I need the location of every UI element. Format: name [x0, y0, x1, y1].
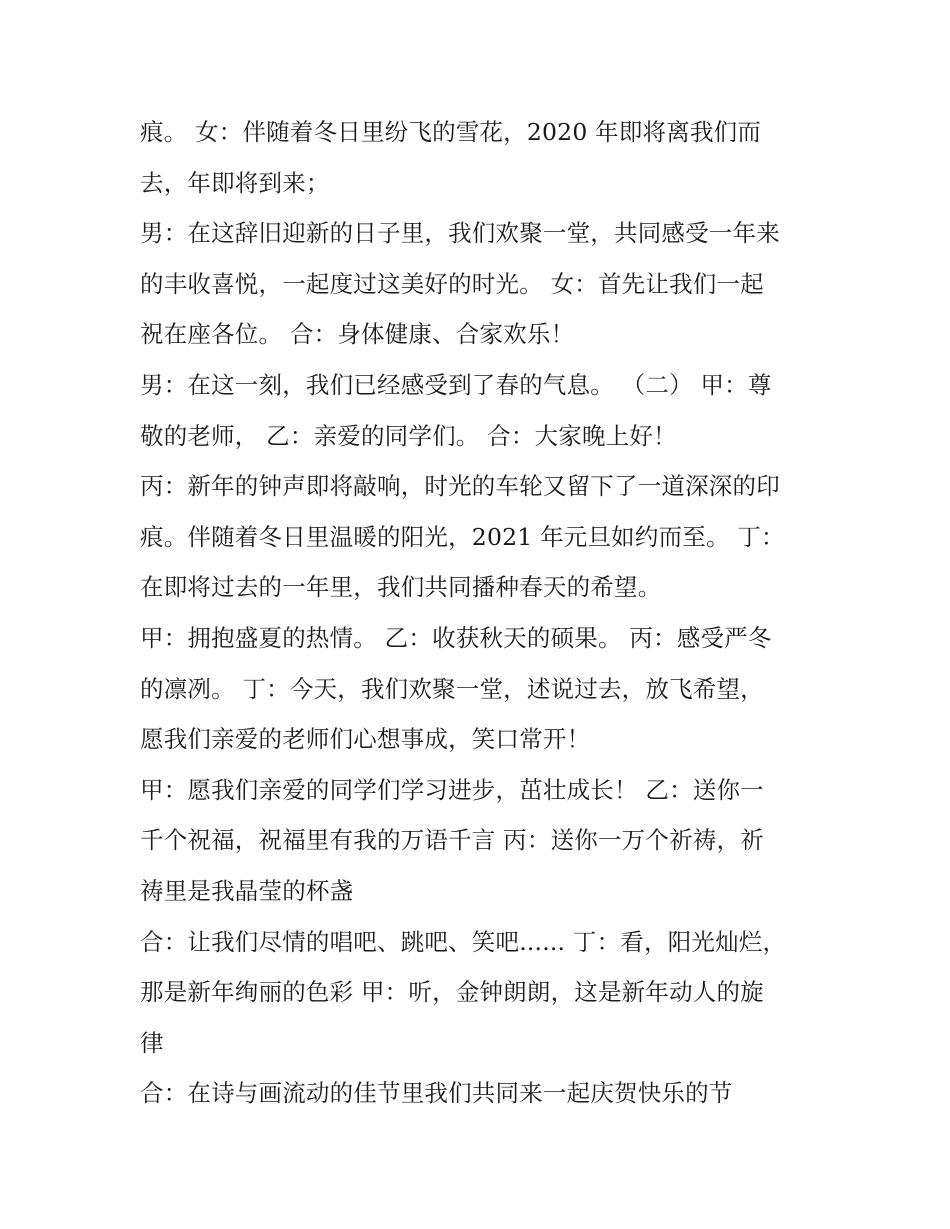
- text-line: 去，年即将到来；: [140, 168, 330, 197]
- text-line: 甲：拥抱盛夏的热情。 乙：收获秋天的硕果。 丙：感受严冬: [140, 623, 772, 652]
- text-line: 痕。伴随着冬日里温暖的阳光，2021 年元旦如约而至。 丁：: [140, 522, 785, 551]
- text-line: 千个祝福，祝福里有我的万语千言 丙：送你一万个祈祷，祈: [140, 826, 764, 855]
- text-line: 的凛冽。 丁：今天，我们欢聚一堂，述说过去，放飞希望，: [140, 674, 764, 703]
- document-body: [140, 107, 830, 1119]
- text-line: 祝在座各位。 合：身体健康、合家欢乐！: [140, 320, 575, 349]
- text-line: 敬的老师， 乙：亲爱的同学们。 合：大家晚上好！: [140, 421, 677, 450]
- text-line: 男：在这辞旧迎新的日子里，我们欢聚一堂，共同感受一年来: [140, 219, 780, 248]
- text-line: 那是新年绚丽的色彩 甲：听，金钟朗朗，这是新年动人的旋: [140, 978, 764, 1007]
- text-line: 在即将过去的一年里，我们共同播种春天的希望。: [140, 573, 662, 602]
- text-line: 合：在诗与画流动的佳节里我们共同来一起庆贺快乐的节: [140, 1079, 733, 1108]
- text-line: 律: [140, 1028, 164, 1057]
- text-line: 丙：新年的钟声即将敲响，时光的车轮又留下了一道深深的印: [140, 472, 780, 501]
- text-line: 甲：愿我们亲爱的同学们学习进步，茁壮成长！ 乙：送你一: [140, 775, 764, 804]
- text-line: 祷里是我晶莹的杯盏: [140, 876, 354, 905]
- text-line: 愿我们亲爱的老师们心想事成，笑口常开！: [140, 725, 591, 754]
- text-line: 的丰收喜悦，一起度过这美好的时光。 女：首先让我们一起: [140, 269, 764, 298]
- text-line: 合：让我们尽情的唱吧、跳吧、笑吧...... 丁：看，阳光灿烂，: [140, 927, 787, 956]
- text-line: 男：在这一刻，我们已经感受到了春的气息。 （二） 甲：尊: [140, 370, 772, 399]
- text-line: 痕。 女：伴随着冬日里纷飞的雪花，2020 年即将离我们而: [140, 118, 762, 146]
